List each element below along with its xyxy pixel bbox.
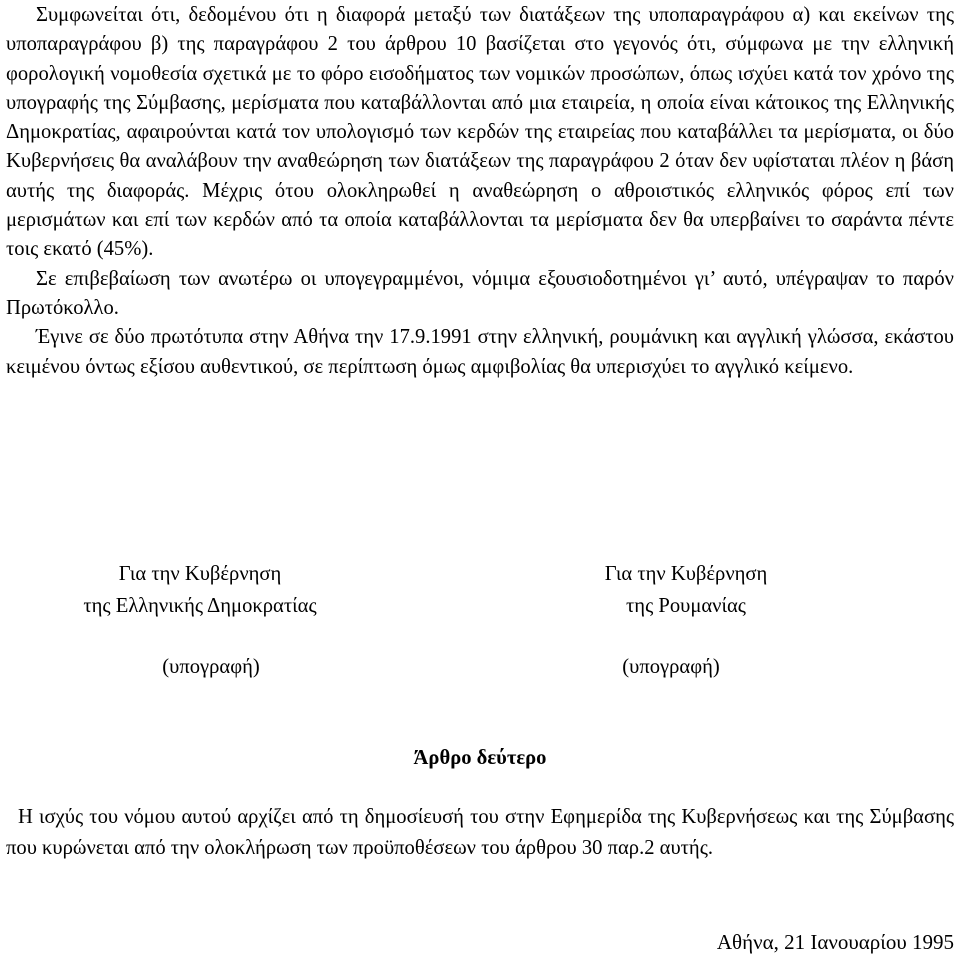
article-heading: Άρθρο δεύτερο	[413, 747, 547, 769]
signatory-romania-line2: της Ρουμανίας	[626, 595, 746, 617]
place-date: Αθήνα, 21 Ιανουαρίου 1995	[716, 930, 954, 954]
protocol-paragraph-dividends: Συμφωνείται ότι, δεδομένου ότι η διαφορά μεταξύ των διατάξεων της υποπαραγράφου α) και εκείνων της υποπαραγράφου β) της παραγράφου 2 του άρθρου 10 βασίζεται στο γεγονός ότι, σύμφωνα με την ελληνική φορολογική νομοθεσία σχετικά με το φόρο εισοδήματος των νομικών προσώπων, όπως ισχύει κατά τον χρόνο της υπογραφής της Σύμβασης, μερίσματα που καταβάλλονται από μια εταιρεία, η οποία είναι κάτοικος της Ελληνικής Δημοκρατίας, αφαιρούνται κατά τον υπολογισμό των κερδών της εταιρείας που καταβάλλει τα μερίσματα, οι δύο Κυβερνήσεις θα αναλάβουν την αναθεώρηση των διατάξεων της παραγράφου 2 όταν δεν υφίσταται πλέον η βάση αυτής της διαφοράς. Μέχρις ότου ολοκληρωθεί η αναθεώρηση ο αθροιστικός ελληνικός φόρος επί των μερισμάτων και επί των κερδών από τα οποία καταβάλλονται τα μερίσματα δεν θα υπερβαίνει το σαράντα πέντε τοις εκατό (45%).	[6, 4, 954, 261]
protocol-paragraph-confirmation: Σε επιβεβαίωση των ανωτέρω οι υπογεγραμμένοι, νόμιμα εξουσιοδοτημένοι γι’ αυτό, υπέγραψαν το παρόν Πρωτόκολλο.	[6, 267, 954, 319]
signature-block	[6, 558, 954, 688]
protocol-paragraph-done-at: Έγινε σε δύο πρωτότυπα στην Αθήνα την 17.9.1991 στην ελληνική, ρουμάνικη και αγγλική γλώσσα, εκάστου κειμένου όντως εξίσου αυθεντικού, σε περίπτωση όμως αμφιβολίας θα υπερισχύει το αγγλικό κείμενο.	[6, 326, 954, 378]
signatory-romania	[561, 558, 811, 622]
document-page	[6, 0, 954, 954]
signatory-greece-line2: της Ελληνικής Δημοκρατίας	[83, 595, 317, 617]
signature-mark-romania: (υπογραφή)	[622, 656, 720, 678]
signature-mark-greece: (υπογραφή)	[162, 656, 260, 678]
article-text: Η ισχύς του νόμου αυτού αρχίζει από τη δημοσίευσή του στην Εφημερίδα της Κυβερνήσεως και της Σύμβασης που κυρώνεται από την ολοκλήρωση των προϋποθέσεων του άρθρου 30 παρ.2 αυτής.	[6, 806, 954, 859]
signatory-greece	[30, 558, 370, 622]
signatory-romania-line1: Για την Κυβέρνηση	[604, 563, 768, 585]
signatory-greece-line1: Για την Κυβέρνηση	[118, 563, 282, 585]
